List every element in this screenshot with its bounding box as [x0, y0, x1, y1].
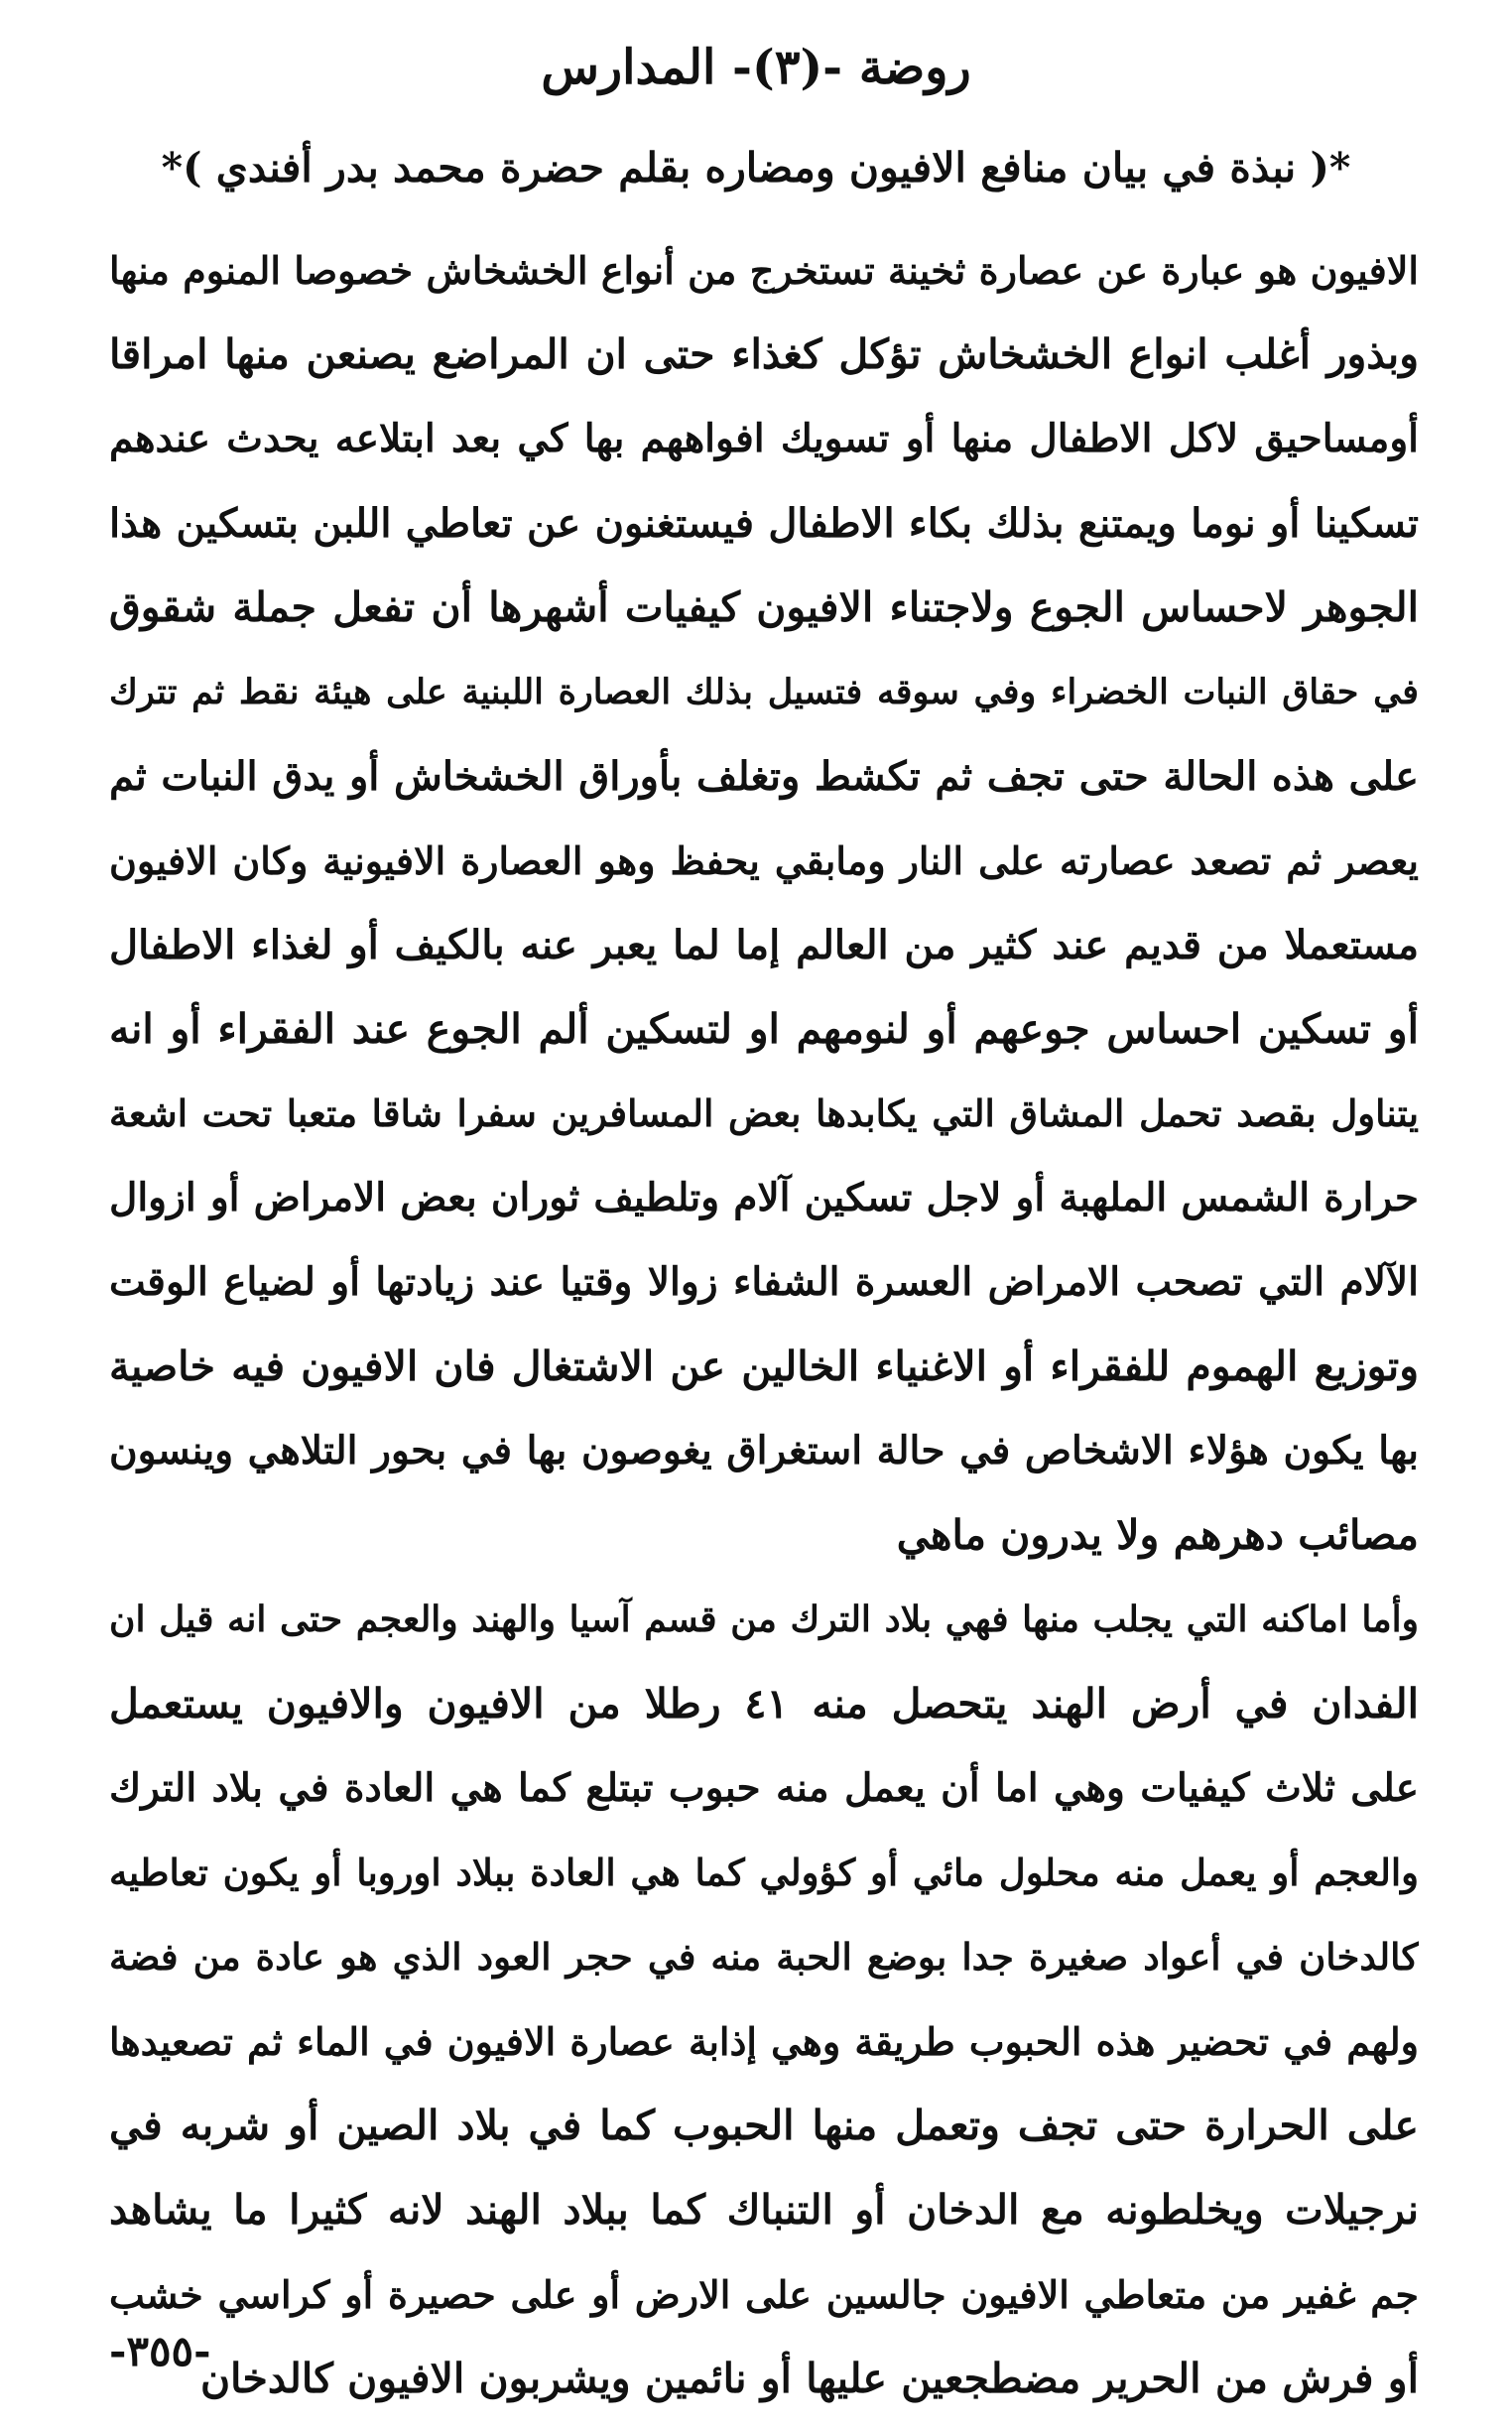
text-line: الجوهر لاحساس الجوع ولاجتناء الافيون كيفيات أشهرها أن تفعل جملة شقوق — [109, 583, 1419, 631]
text-line: حرارة الشمس الملهبة أو لاجل تسكين آلام وتلطيف ثوران بعض الامراض أو ازوال — [109, 1175, 1419, 1220]
text-line: بها يكون هؤلاء الاشخاص في حالة استغراق يغوصون بها في بحور التلاهي وينسون — [109, 1428, 1419, 1473]
text-line: في حقاق النبات الخضراء وفي سوقه فتسيل بذلك العصارة اللبنية على هيئة نقط ثم تترك — [109, 672, 1419, 712]
running-head: روضة -(٣)- المدارس — [541, 40, 971, 95]
text-line: يعصر ثم تصعد عصارته على النار ومابقي يحفظ وهو العصارة الافيونية وكان الافيون — [109, 838, 1419, 883]
text-line: نرجيلات ويخلطونه مع الدخان أو التنباك كما ببلاد الهند لانه كثيرا ما يشاهد — [109, 2186, 1419, 2234]
text-line: والعجم أو يعمل منه محلول مائي أو كؤولي كما هي العادة ببلاد اوروبا أو يكون تعاطيه — [109, 1851, 1419, 1894]
text-line: ولهم في تحضير هذه الحبوب طريقة وهي إذابة عصارة الافيون في الماء ثم تصعيدها — [109, 2019, 1419, 2064]
text-line: على ثلاث كيفيات وهي اما أن يعمل منه حبوب تبتلع كما هي العادة في بلاد الترك — [109, 1765, 1419, 1811]
text-line: أومساحيق لاكل الاطفال منها أو تسويك افواههم بها كي بعد ابتلاعه يحدث عندهم — [109, 416, 1419, 461]
text-line: مستعملا من قديم عند كثير من العالم إما لما يعبر عنه بالكيف أو لغذاء الاطفال — [109, 922, 1419, 968]
text-line: أو فرش من الحرير مضطجعين عليها أو نائمين ويشربون الافيون كالدخان — [199, 2355, 1419, 2402]
page-number: -٣٥٥- — [109, 2327, 211, 2375]
text-line: على الحرارة حتى تجف وتعمل منها الحبوب كما في بلاد الصين أو شربه في — [109, 2102, 1419, 2149]
section-title: *( نبذة في بيان منافع الافيون ومضاره بقلم حضرة محمد بدر أفندي )* — [161, 144, 1351, 192]
text-line: وتوزيع الهموم للفقراء أو الاغنياء الخالين عن الاشتغال فان الافيون فيه خاصية — [109, 1342, 1419, 1390]
text-line: جم غفير من متعاطي الافيون جالسين على الارض أو على حصيرة أو كراسي خشب — [109, 2272, 1419, 2317]
text-line: مصائب دهرهم ولا يدرون ماهي — [896, 1511, 1419, 1559]
text-line: كالدخان في أعواد صغيرة جدا بوضع الحبة منه في حجر العود الذي هو عادة من فضة — [109, 1935, 1419, 1979]
text-line: تسكينا أو نوما ويمتنع بذلك بكاء الاطفال فيستغنون عن تعاطي اللبن بتسكين هذا — [109, 500, 1419, 547]
text-line: الافيون هو عبارة عن عصارة ثخينة تستخرج من أنواع الخشخاش خصوصا المنوم منها — [109, 248, 1419, 293]
text-line: وأما اماكنه التي يجلب منها فهي بلاد الترك من قسم آسيا والهند والعجم حتى انه قيل ان — [109, 1598, 1419, 1640]
body-text — [109, 228, 1419, 2421]
text-line: الفدان في أرض الهند يتحصل منه ٤١ رطلا من الافيون والافيون يستعمل — [109, 1680, 1419, 1727]
text-line: على هذه الحالة حتى تجف ثم تكشط وتغلف بأوراق الخشخاش أو يدق النبات ثم — [109, 753, 1419, 800]
text-line: يتناول بقصد تحمل المشاق التي يكابدها بعض المسافرين سفرا شاقا متعبا تحت اشعة — [109, 1091, 1419, 1135]
text-line: وبذور أغلب انواع الخشخاش تؤكل كغذاء حتى ان المراضع يصنعن منها امراقا — [109, 330, 1419, 378]
text-line: الآلام التي تصحب الامراض العسرة الشفاء زوالا وقتيا عند زيادتها أو لضياع الوقت — [109, 1259, 1419, 1305]
text-line: أو تسكين احساس جوعهم أو لنومهم او لتسكين ألم الجوع عند الفقراء أو انه — [109, 1005, 1419, 1053]
